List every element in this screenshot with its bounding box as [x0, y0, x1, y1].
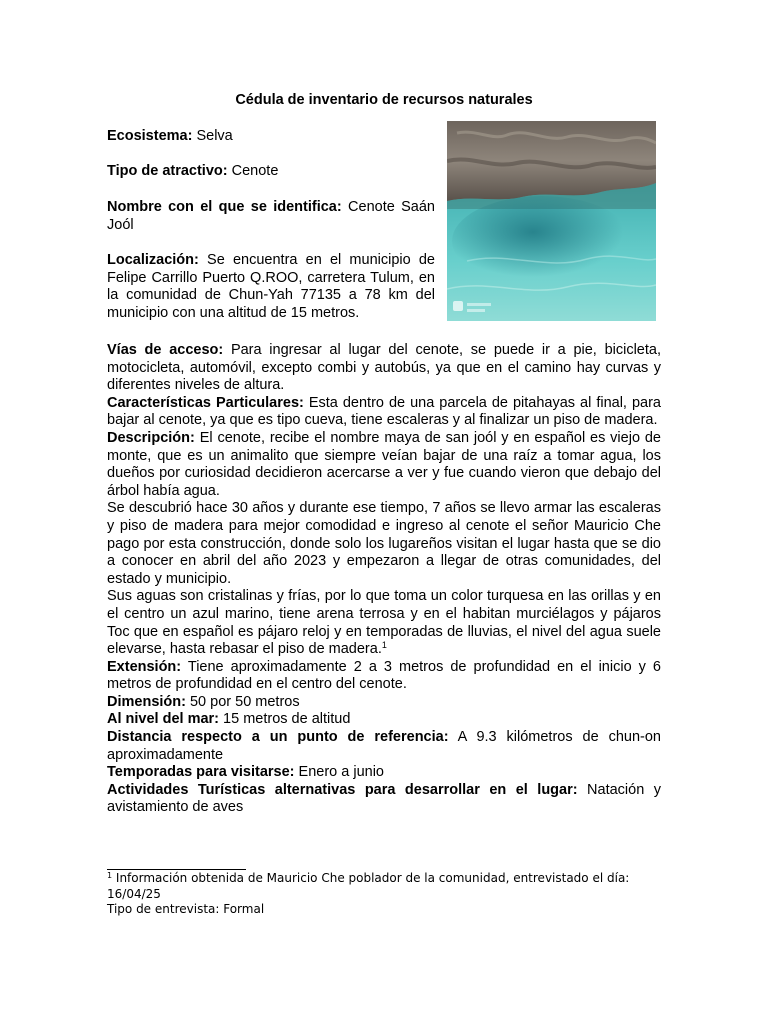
nombre-field	[107, 199, 435, 234]
footnote-line-2: Tipo de entrevista: Formal	[107, 902, 265, 916]
ecosistema-field	[107, 128, 435, 146]
footnote-line-1	[107, 871, 667, 902]
footnote-number: 1	[107, 871, 113, 880]
descripcion-label: Descripción:	[107, 429, 195, 446]
localizacion-value: Se encuentra en el municipio de Felipe Carrillo Puerto Q.ROO, carretera Tulum, en la comunidad de Chun-Yah 77135 a 78 km del municipio con una altitud de 15 metros.	[107, 252, 435, 321]
descripcion-field	[107, 430, 661, 500]
descripcion-paragraph-2: Se descubrió hace 30 años y durante ese tiempo, 7 años se llevo armar las escaleras y piso de madera para mejor comodidad e ingreso al cenote el señor Mauricio Che pago por esta construcción, donde solo los lugareños visitan el lugar hasta que se dio a conocer en abril del año 2023 y empezaron a llegar de otras comunidades, del estado y municipio.	[107, 500, 661, 587]
distancia-value: A 9.3 kilómetros de chun-on aproximadamente	[107, 729, 661, 763]
temporadas-value: Enero a junio	[294, 764, 384, 781]
tipo-value: Cenote	[227, 163, 279, 179]
vias-label: Vías de acceso:	[107, 342, 224, 358]
body-block	[107, 342, 661, 817]
nivel-mar-label: Al nivel del mar:	[107, 711, 220, 728]
dimension-value: 50 por 50 metros	[185, 693, 300, 710]
dimension-field	[107, 694, 661, 712]
nivel-mar-field	[107, 711, 661, 729]
extension-label: Extensión:	[107, 658, 182, 675]
cenote-photo	[447, 121, 656, 321]
footnote	[107, 871, 667, 918]
page-title: Cédula de inventario de recursos naturales	[235, 92, 533, 108]
nivel-mar-value: 15 metros de altitud	[219, 711, 351, 728]
ecosistema-label: Ecosistema:	[107, 128, 193, 144]
actividades-label: Actividades Turísticas alternativas para desarrollar en el lugar:	[107, 781, 578, 798]
extension-value: Tiene aproximadamente 2 a 3 metros de profundidad en el inicio y 6 metros de profundidad en el centro del cenote.	[107, 658, 661, 693]
vias-field	[107, 342, 661, 395]
tipo-field	[107, 163, 435, 181]
actividades-field	[107, 782, 661, 817]
actividades-value: Natación y avistamiento de aves	[107, 781, 661, 816]
descripcion-paragraph-3	[107, 588, 661, 658]
temporadas-field	[107, 764, 661, 782]
caracteristicas-value: Esta dentro de una parcela de pitahayas al final, para bajar al cenote, ya que es tipo cueva, tiene escaleras y al finalizar un piso de madera.	[107, 394, 661, 429]
extension-field	[107, 659, 661, 694]
ecosistema-value: Selva	[192, 128, 233, 144]
localizacion-label: Localización:	[107, 252, 199, 268]
distancia-label: Distancia respecto a un punto de referencia:	[107, 729, 449, 746]
nombre-label: Nombre con el que se identifica:	[107, 199, 342, 215]
footnote-reference: 1	[381, 640, 387, 651]
dimension-label: Dimensión:	[107, 693, 186, 710]
nombre-value: Cenote Saán Joól	[107, 199, 435, 233]
footnote-text: Información obtenida de Mauricio Che poblador de la comunidad, entrevistado el día: 16/04/25	[107, 871, 630, 901]
temporadas-label: Temporadas para visitarse:	[107, 764, 295, 781]
tipo-label: Tipo de atractivo:	[107, 163, 228, 179]
paragraph-3-text: Sus aguas son cristalinas y frías, por lo que toma un color turquesa en las orillas y en el centro un azul marino, tiene arena terrosa y en el habitan murciélagos y pájaros Toc que en español es pájaro reloj y en temporadas de lluvias, el nivel del agua suele elevarse, hasta rebasar el piso de madera.	[107, 588, 661, 658]
cenote-photo-illustration	[447, 121, 656, 321]
vias-value: Para ingresar al lugar del cenote, se puede ir a pie, bicicleta, motocicleta, automóvil, excepto combi y autobús, ya que en el camino hay curvas y diferentes niveles de altura.	[107, 342, 661, 394]
caracteristicas-field	[107, 395, 661, 430]
localizacion-field	[107, 252, 435, 322]
distancia-field	[107, 729, 661, 764]
descripcion-value: El cenote, recibe el nombre maya de san joól y en español es viejo de monte, que es un animalito que siempre veían bajar de una raíz a tomar agua, los dueños por curiosidad decidieron acercarse a ver y fue cuando vieron que debajo del árbol había agua.	[107, 429, 661, 499]
caracteristicas-label: Características Particulares:	[107, 394, 304, 411]
footnote-separator	[107, 869, 246, 870]
